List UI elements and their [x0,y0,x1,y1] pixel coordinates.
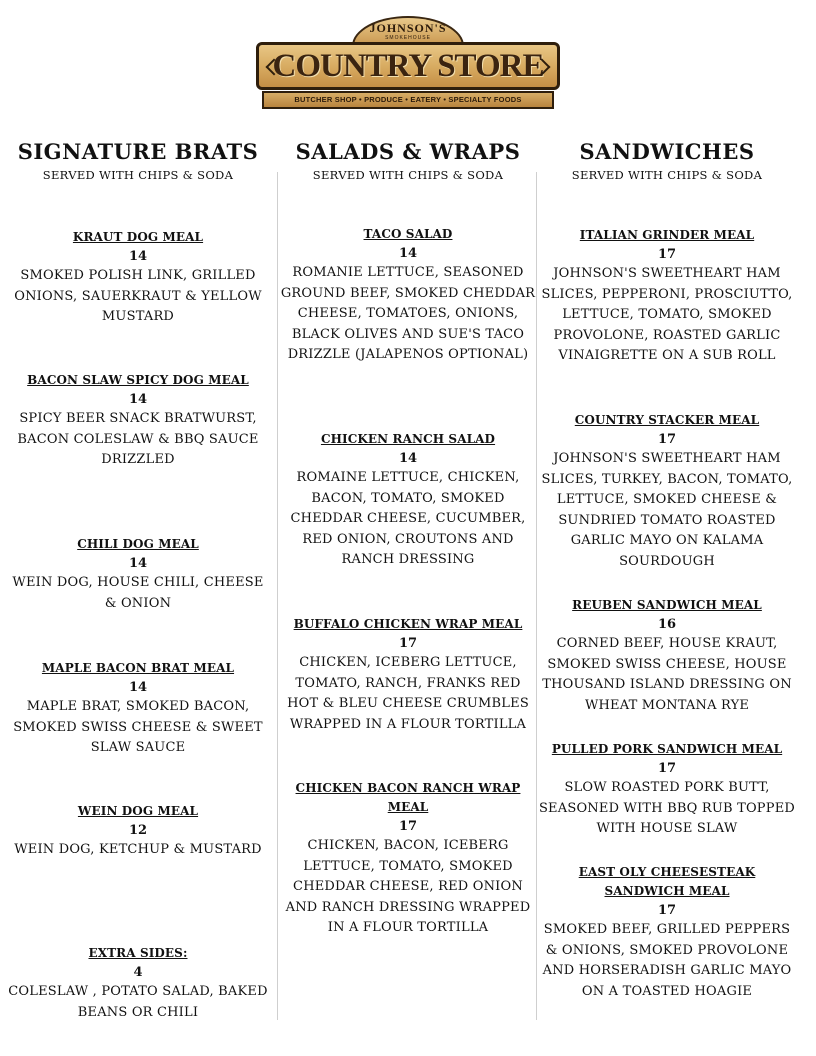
column-title: SIGNATURE BRATS [17,139,259,164]
menu-item-price: 17 [657,761,677,776]
menu-item [278,779,538,939]
column-subtitle: SERVED WITH CHIPS & SODA [312,168,504,182]
menu-item-description: JOHNSON'S SWEETHEART HAM SLICES, TURKEY, BACON, TOMATO, LETTUCE, SMOKED CHEESE & SUNDRIED TOMATO ROASTED GARLIC MAYO ON KALAMA SOURDOUGH [541,451,793,569]
menu-item-description: ROMANIE LETTUCE, SEASONED GROUND BEEF, SMOKED CHEDDAR CHEESE, TOMATOES, ONIONS, BLACK OLIVES AND SUE'S TACO DRIZZLE (JALAPENOS OPTIONAL) [280,265,536,362]
menu-item-description: WEIN DOG, KETCHUP & MUSTARD [14,842,262,857]
menu-item-price: 17 [657,247,677,262]
menu-item [537,863,797,1002]
menu-item-price: 14 [398,246,418,261]
menu-item-name: MAPLE BACON BRAT MEAL [41,661,235,675]
menu-item-name: EXTRA SIDES: [88,946,188,960]
menu-item [537,226,797,367]
menu-item-price: 17 [657,432,677,447]
menu-item [8,228,268,328]
menu-item-name: WEIN DOG MEAL [77,804,199,818]
menu-item-name: TACO SALAD [363,227,453,241]
menu-item [8,659,268,759]
menu-item-name: CHICKEN RANCH SALAD [320,432,496,446]
menu-item-price: 14 [128,392,148,407]
menu-item-description: SLOW ROASTED PORK BUTT, SEASONED WITH BBQ RUB TOPPED WITH HOUSE SLAW [538,780,796,836]
menu-item [537,740,797,840]
menu-item-description: CHICKEN, ICEBERG LETTUCE, TOMATO, RANCH, FRANKS RED HOT & BLEU CHEESE CRUMBLES WRAPPED IN A FLOUR TORTILLA [287,655,529,732]
menu-item-price: 17 [657,903,677,918]
menu-item [8,371,268,471]
menu-item-price: 12 [128,823,148,838]
menu-item-name: REUBEN SANDWICH MEAL [572,598,762,612]
menu-item [278,615,538,735]
menu-item [278,430,538,571]
logo-title: COUNTRY STORE [272,47,544,84]
menu-item-name: CHILI DOG MEAL [77,537,199,551]
menu-item-price: 17 [398,636,418,651]
logo-sign [256,42,560,90]
menu-item-price: 14 [128,556,148,571]
menu-item [278,225,538,366]
menu-item-description: MAPLE BRAT, SMOKED BACON, SMOKED SWISS CHEESE & SWEET SLAW SAUCE [13,699,263,755]
menu-item [537,411,797,572]
menu-item-description: SPICY BEER SNACK BRATWURST, BACON COLESLAW & BBQ SAUCE DRIZZLED [17,411,259,467]
menu-item-name: BACON SLAW SPICY DOG MEAL [27,373,249,387]
menu-item-price: 14 [128,249,148,264]
menu-item [8,802,268,861]
column-subtitle: SERVED WITH CHIPS & SODA [42,168,234,182]
menu-item-name: ITALIAN GRINDER MEAL [579,228,755,242]
menu-column-salads-wraps [278,138,538,935]
menu-item-name: PULLED PORK SANDWICH MEAL [551,742,783,756]
menu-item-description: WEIN DOG, HOUSE CHILI, CHEESE & ONION [12,575,264,611]
menu-item-name: BUFFALO CHICKEN WRAP MEAL [293,617,523,631]
menu-item-description: COLESLAW , POTATO SALAD, BAKED BEANS OR CHILI [8,984,268,1020]
menu-item-price: 16 [657,617,677,632]
column-title: SANDWICHES [579,139,755,164]
menu-item-description: CORNED BEEF, HOUSE KRAUT, SMOKED SWISS CHEESE, HOUSE THOUSAND ISLAND DRESSING ON WHEAT MONTANA RYE [542,636,792,713]
menu-item-extra-sides [8,944,268,1023]
menu-item-name: EAST OLY CHEESESTEAK SANDWICH MEAL [578,865,756,898]
logo-tagline: BUTCHER SHOP • PRODUCE • EATERY • SPECIALTY FOODS [262,91,554,109]
menu-item-name: COUNTRY STACKER MEAL [574,413,760,427]
menu-item-price: 14 [128,680,148,695]
menu-item-description: JOHNSON'S SWEETHEART HAM SLICES, PEPPERONI, PROSCIUTTO, LETTUCE, TOMATO, SMOKED PROVOLONE, ROASTED GARLIC VINAIGRETTE ON A SUB ROLL [541,266,793,363]
logo-owner-sub: SMOKEHOUSE [385,35,431,41]
menu-column-sandwiches [537,138,797,999]
menu-item-name: KRAUT DOG MEAL [72,230,204,244]
menu-item-description: ROMAINE LETTUCE, CHICKEN, BACON, TOMATO, SMOKED CHEDDAR CHEESE, CUCUMBER, RED ONION, CROUTONS AND RANCH DRESSING [290,470,526,567]
menu-item [8,535,268,614]
menu-item-price: 4 [133,965,143,980]
menu-item-name: CHICKEN BACON RANCH WRAP MEAL [295,781,521,814]
menu-item-description: SMOKED BEEF, GRILLED PEPPERS & ONIONS, SMOKED PROVOLONE AND HORSERADISH GARLIC MAYO ON A TOASTED HOAGIE [542,922,792,999]
menu-column-signature-brats [8,138,268,1020]
menu-item-price: 14 [398,451,418,466]
logo-owner: JOHNSON'S [369,21,447,35]
store-logo [256,16,560,112]
menu-item [537,596,797,716]
menu-item-price: 17 [398,819,418,834]
menu-item-description: SMOKED POLISH LINK, GRILLED ONIONS, SAUERKRAUT & YELLOW MUSTARD [14,268,262,324]
menu-item-description: CHICKEN, BACON, ICEBERG LETTUCE, TOMATO, SMOKED CHEDDAR CHEESE, RED ONION AND RANCH DRESSING WRAPPED IN A FLOUR TORTILLA [285,838,531,935]
column-title: SALADS & WRAPS [295,139,521,164]
column-subtitle: SERVED WITH CHIPS & SODA [571,168,763,182]
